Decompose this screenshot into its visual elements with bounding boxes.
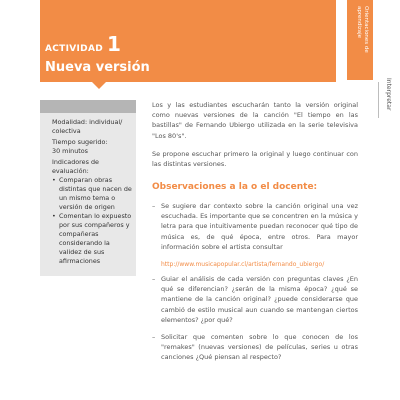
observaciones-heading: Observaciones a la o el docente: xyxy=(152,182,318,192)
indicadores-label: Indicadores de evaluación: xyxy=(52,158,99,175)
modalidad-text: Modalidad: individual/ colectiva xyxy=(52,118,123,135)
info-box-content xyxy=(52,118,134,266)
intro-paragraph-1: Los y las estudiantes escucharán tanto la versión original como nuevas versiones de la canción "El tiempo en las bastillas" de Fernando Ubiergo utilizada en la serie televisiva "Los 80's". xyxy=(152,101,358,140)
intro-paragraph-2: Se propone escuchar primero la original y luego continuar con las distintas versiones. xyxy=(152,149,358,169)
artist-link[interactable]: http://www.musicapopular.cl/artista/fernando_ubiergo/ xyxy=(161,261,325,268)
main-intro xyxy=(152,100,358,177)
info-box-top-bar xyxy=(40,100,136,113)
list-item: – Se sugiere dar contexto sobre la canción original una vez escuchada. Es importante que se concentren en la música y letra para que intuitivamente puedan reconocer qué tipo de música es, de qué época, entre otros. Para mayor información sobre el artista consultar xyxy=(152,201,358,252)
activity-label-group xyxy=(45,34,121,54)
tiempo-value: 30 minutos xyxy=(52,147,89,155)
side-tab-orange-text: Orientaciones de aprendizaje xyxy=(356,6,369,53)
page-title: Nueva versión xyxy=(45,60,150,75)
header-notch xyxy=(92,82,106,89)
list-item: • Comparan obras distintas que nacen de un mismo tema o versión de origen xyxy=(52,176,134,212)
list-item: – Guiar el análisis de cada versión con preguntas claves ¿En qué se diferencian? ¿serán de la misma época? ¿qué se mantiene de la canción original? ¿puede considerarse que cambió de estilo musical aun cuando se mantengan ciertos elementos? ¿por qué? xyxy=(152,274,358,325)
list-item: • Comentan lo expuesto por sus compañeros y compañeras considerando la validez de sus afirmaciones xyxy=(52,212,134,266)
activity-number: 1 xyxy=(106,32,121,56)
side-divider xyxy=(378,82,379,118)
activity-label: ACTIVIDAD xyxy=(45,44,103,54)
indicadores-list xyxy=(52,176,134,266)
observaciones-list xyxy=(152,201,358,370)
side-tab-orange xyxy=(347,0,373,80)
tiempo-label: Tiempo sugerido: xyxy=(52,138,108,146)
list-item: – Solicitar que comenten sobre lo que conocen de los "remakes" (nuevas versiones) de películas, series u otras canciones ¿Qué piensan al respecto? xyxy=(152,332,358,363)
side-tab-gray-text: Interpretar xyxy=(385,78,392,111)
